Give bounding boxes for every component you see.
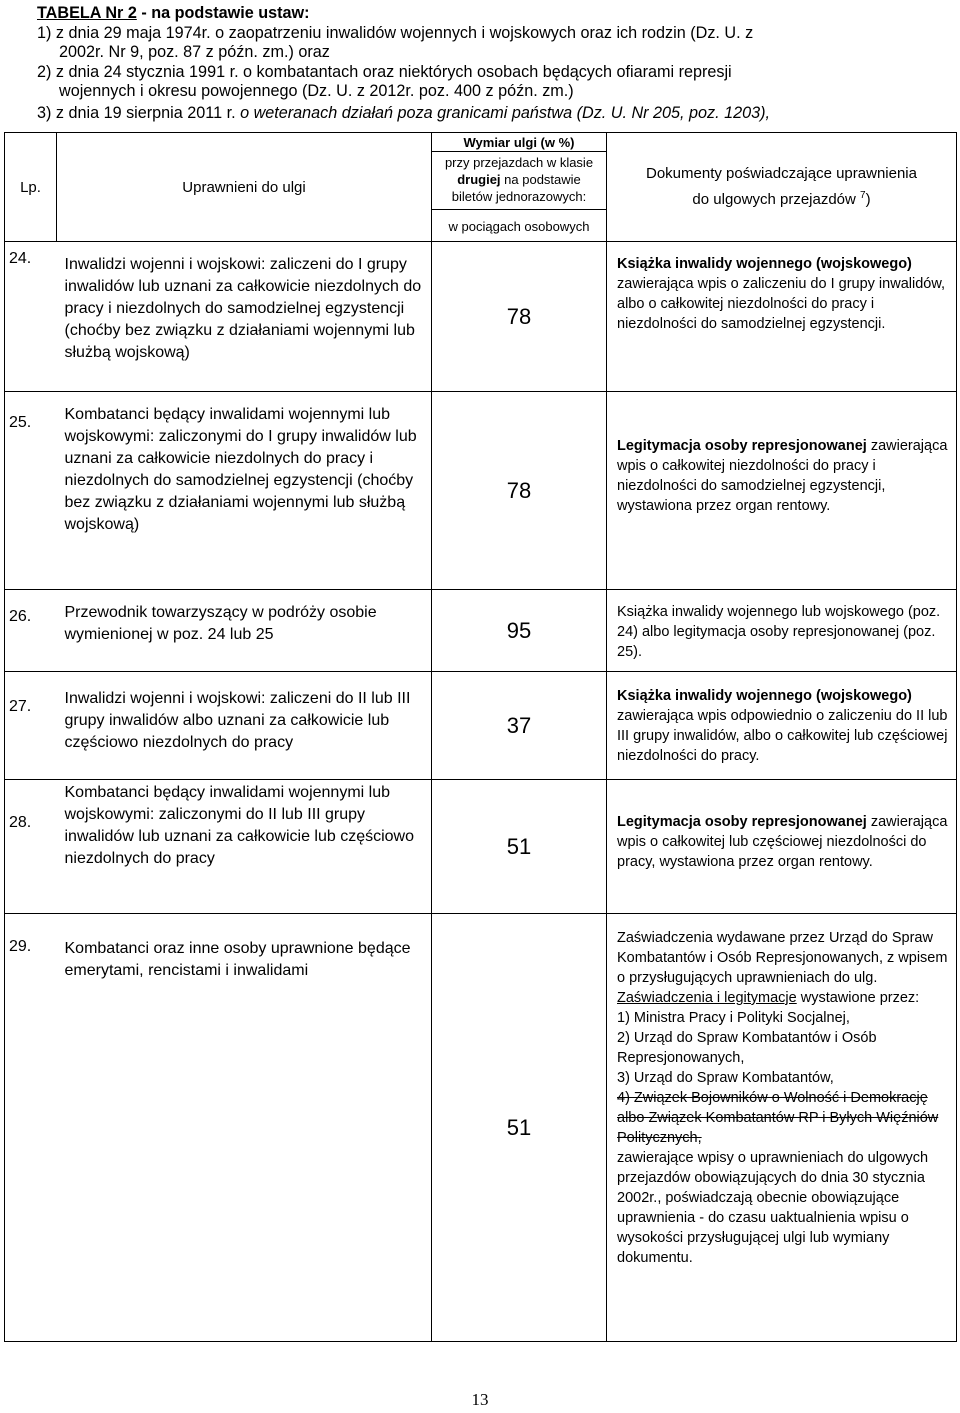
document-type: Zaświadczenia i legitymacje [617,990,797,1006]
row-entitled: Kombatanci oraz inne osoby uprawnione będące emerytami, rencistami i inwalidami [57,914,432,1342]
discount-desc-l3: biletów jednorazowych: [451,189,587,204]
discount-desc-l2 [432,171,606,188]
row-number: 27. [5,672,57,780]
table-row [5,672,957,780]
document-desc: zawierająca wpis o całkowitej niezdolności do pracy i niezdolności do samodzielnej egzystencji, wystawiona przez organ rentowy. [617,438,948,514]
row-documents [607,392,957,590]
issuer-4-struck: 4) Związek Bojowników o Wolność i Demokrację albo Związek Kombatantów RP i Byłych Więźniów Politycznych, [617,1090,939,1146]
discount-basis: na podstawie [500,172,581,187]
law-1-cont: 2002r. Nr 9, poz. 87 z późn. zm.) oraz [59,43,330,62]
documents-header-l1: Dokumenty poświadczające uprawnienia [646,165,917,182]
title-suffix: - na podstawie ustaw: [136,4,310,22]
footnote-ref: 7 [860,190,866,201]
row-documents [607,780,957,914]
document-name: Książka inwalidy wojennego (wojskowego) [617,688,912,704]
discount-desc-l1: przy przejazdach w klasie [444,155,594,170]
title-label: TABELA Nr 2 [37,4,137,22]
law-3-date: 3) z dnia 19 sierpnia 2011 r. [37,103,241,122]
row-entitled: Inwalidzi wojenni i wojskowi: zaliczeni do I grupy inwalidów lub uznani za całkowicie niezdolnych do pracy i niezdolnych do samodzielnej egzystencji (choćby bez związku z działaniami wojennymi lub służbą wojskową) [57,242,432,392]
row-number: 25. [5,392,57,590]
document-name: Legitymacja osoby represjonowanej [617,814,867,830]
row-number: 24. [5,242,57,392]
row-entitled: Inwalidzi wojenni i wojskowi: zaliczeni do II lub III grupy inwalidów albo uznani za całkowicie lub częściowo niezdolnych do pracy [57,672,432,780]
table-header-row [5,133,957,242]
row-entitled: Kombatanci będący inwalidami wojennymi lub wojskowymi: zaliczonymi do II lub III grupy inwalidów lub uznani za całkowicie lub częściowo niezdolnych do pracy [57,780,432,914]
row-number: 28. [5,780,57,914]
issuer-2: 2) Urząd do Spraw Kombatantów i Osób Represjonowanych, [617,1030,877,1066]
row-entitled: Kombatanci będący inwalidami wojennymi lub wojskowymi: zaliczonymi do I grupy inwalidów lub uznani za całkowicie niezdolnych do pracy i niezdolnych do samodzielnej egzystencji (choćby bez związku z działaniami wojennymi lub służbą wojskową) [57,392,432,590]
row-entitled: Przewodnik towarzyszący w podróży osobie wymienionej w poz. 24 lub 25 [57,590,432,672]
col-header-discount [432,133,607,242]
issuer-1: 1) Ministra Pracy i Polityki Socjalnej, [617,1010,850,1026]
law-1: 1) z dnia 29 maja 1974r. o zaopatrzeniu inwalidów wojennych i wojskowych oraz ich rodzin (Dz. U. z [37,23,754,42]
row-discount-value: 51 [432,914,607,1342]
col-header-lp: Lp. [5,133,57,242]
col-header-documents [607,133,957,242]
row-number: 29. [5,914,57,1342]
row-number: 26. [5,590,57,672]
document-desc: zawierająca wpis o zaliczeniu do I grupy inwalidów, albo o całkowitej niezdolności do pracy i niezdolności do samodzielnej egzystencji. [617,276,946,332]
row-discount-value: 51 [432,780,607,914]
documents-header-l2 [607,185,956,211]
document-desc: zawierająca wpis odpowiednio o zaliczeniu do II lub III grupy inwalidów, albo o całkowitej lub częściowej niezdolności do pracy. [617,708,948,764]
row-documents [607,914,957,1342]
document-desc: zawierająca wpis o całkowitej lub częściowej niezdolności do pracy, wystawiona przez organ rentowy. [617,814,948,870]
row-discount-value: 78 [432,242,607,392]
discount-train-type: w pociągach osobowych [432,209,606,241]
law-2-cont: wojennych i okresu powojennego (Dz. U. z 2012r. poz. 400 z późn. zm.) [59,82,574,101]
page-number: 13 [471,1390,489,1409]
law-3 [37,102,952,124]
table-row [5,780,957,914]
table-row [5,242,957,392]
discount-class: drugiej [457,172,501,187]
law-3-title: o weteranach działań poza granicami państwa (Dz. U. Nr 205, poz. 1203), [240,103,771,122]
table-row [5,392,957,590]
document-validity-note: zawierające wpisy o uprawnieniach do ulgowych przejazdów obowiązujących do dnia 30 stycznia 2002r., poświadczają obecnie obowiązujące uprawnienia - do czasu uaktualnienia wpisu o wysokości przysługującej ulgi lub wymiany dokumentu. [617,1150,929,1266]
document-issuer-note: Zaświadczenia wydawane przez Urząd do Spraw Kombatantów i Osób Represjonowanych, z wpisem o przysługujących uprawnieniach do ulg. [617,930,948,986]
page-header [37,4,952,124]
table-row [5,914,957,1342]
law-2: 2) z dnia 24 stycznia 1991 r. o kombatantach oraz niektórych osobach będących ofiarami represji [37,62,732,81]
discount-title: Wymiar ulgi (w %) [463,135,575,150]
documents-header-text: do ulgowych przejazdów [692,191,861,208]
table-title [37,4,952,24]
row-discount-value: 37 [432,672,607,780]
row-documents: Książka inwalidy wojennego lub wojskowego (poz. 24) albo legitymacja osoby represjonowanej (poz. 25). [607,590,957,672]
discount-desc [432,151,606,209]
document-name: Legitymacja osoby represjonowanej [617,438,867,454]
row-discount-value: 78 [432,392,607,590]
col-header-entitled: Uprawnieni do ulgi [57,133,432,242]
document-issuers-text: wystawione przez: [796,990,920,1006]
table-row [5,590,957,672]
document-name: Książka inwalidy wojennego (wojskowego) [617,256,912,272]
issuer-3: 3) Urząd do Spraw Kombatantów, [617,1070,834,1086]
document-issuers-intro [617,988,950,1008]
discount-table [4,132,957,1342]
row-documents [607,672,957,780]
row-discount-value: 95 [432,590,607,672]
row-documents [607,242,957,392]
documents-header-close: ) [865,191,871,208]
